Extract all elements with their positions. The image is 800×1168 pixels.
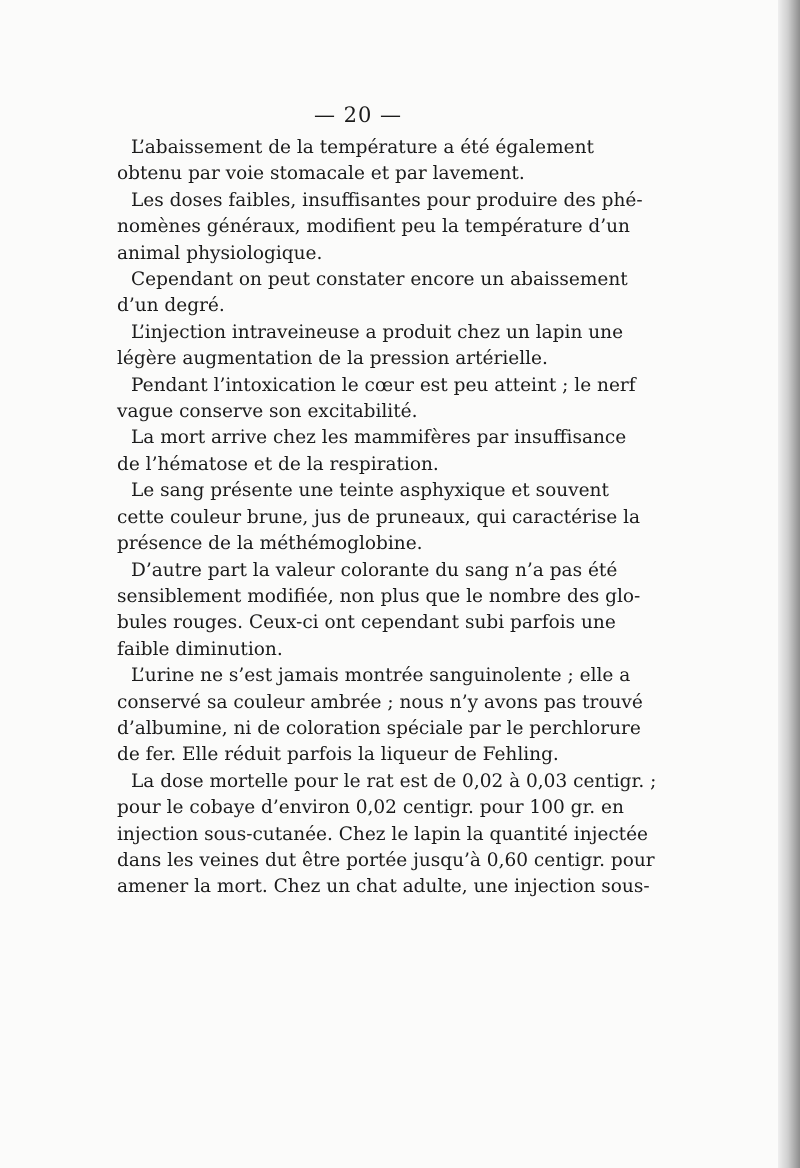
text-line: d’un degré. [117,295,225,317]
text-line: amener la mort. Chez un chat adulte, une injection sous- [117,876,650,898]
text-line: présence de la méthémoglobine. [117,533,423,555]
text-line: de fer. Elle réduit parfois la liqueur de Fehling. [117,744,559,766]
paragraph [117,373,636,426]
text-line: La dose mortelle pour le rat est de 0,02 à 0,03 centigr. ; [131,770,657,792]
paragraph [117,769,657,901]
text-line: bules rouges. Ceux-ci ont cependant subi parfois une [117,612,616,634]
page-spine-shadow [778,0,800,1168]
text-line: obtenu par voie stomacale et par lavement. [117,163,525,185]
text-block [117,95,657,901]
text-line: conservé sa couleur ambrée ; nous n’y avons pas trouvé [117,691,643,713]
text-line: Cependant on peut constater encore un abaissement [131,269,628,291]
text-line: d’albumine, ni de coloration spéciale par le perchlorure [117,717,641,739]
text-line: dans les veines dut être portée jusqu’à 0,60 centigr. pour [117,849,655,871]
text-line: pour le cobaye d’environ 0,02 centigr. pour 100 gr. en [117,797,624,819]
paragraph [117,267,628,320]
text-line: sensiblement modifiée, non plus que le nombre des glo- [117,585,641,607]
text-line: La mort arrive chez les mammifères par insuffisance [131,427,627,449]
paragraph [117,478,641,557]
text-line: de l’hématose et de la respiration. [117,453,439,475]
paragraph [117,320,624,373]
text-line: vague conserve son excitabilité. [117,401,418,423]
paragraph [117,663,643,769]
text-line: animal physiologique. [117,242,323,264]
text-line: L’urine ne s’est jamais montrée sanguinolente ; elle a [131,665,631,687]
text-line: Le sang présente une teinte asphyxique et souvent [131,480,609,502]
paragraph [117,425,627,478]
paragraphs [117,135,657,901]
paragraph [117,558,641,664]
paragraph [117,188,643,267]
text-line: injection sous-cutanée. Chez le lapin la quantité injectée [117,823,649,845]
text-line: Pendant l’intoxication le cœur est peu atteint ; le nerf [131,374,636,396]
text-line: nomènes généraux, modifient peu la température d’un [117,216,630,238]
text-line: L’abaissement de la température a été également [131,137,594,158]
text-line: faible diminution. [117,638,283,660]
page-number: — 20 — [313,103,403,127]
text-line: Les doses faibles, insuffisantes pour produire des phé- [131,189,643,211]
paragraph [117,135,594,188]
text-line: L’injection intraveineuse a produit chez un lapin une [131,321,624,343]
text-line: cette couleur brune, jus de pruneaux, qui caractérise la [117,506,641,528]
text-line: légère augmentation de la pression artérielle. [117,348,548,370]
text-line: D’autre part la valeur colorante du sang n’a pas été [131,559,618,581]
